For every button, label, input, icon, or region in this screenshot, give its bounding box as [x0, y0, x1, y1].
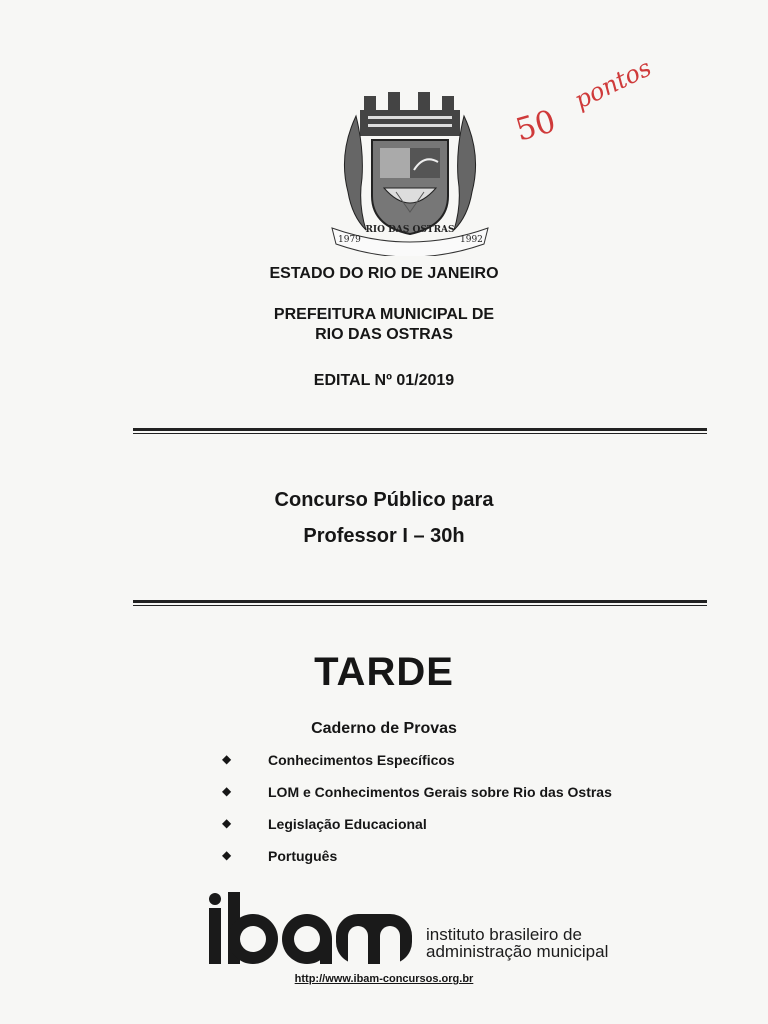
- coat-of-arms-emblem: [326, 92, 494, 256]
- exam-title-line2: Professor I – 30h: [303, 525, 465, 547]
- ibam-wordmark-graphic: [206, 892, 412, 964]
- state-name: ESTADO DO RIO DE JANEIRO: [269, 265, 499, 282]
- emblem-year-left: 1979: [338, 235, 361, 245]
- prefecture-line2: RIO DAS OSTRAS: [315, 326, 453, 343]
- tagline-line1: instituto brasileiro de: [426, 925, 582, 944]
- bullet-icon: ◆: [222, 816, 232, 830]
- handwritten-score: 50: [511, 103, 560, 149]
- emblem-year-right: 1992: [460, 235, 483, 245]
- divider-top: [133, 428, 707, 434]
- exam-title-line1: Concurso Público para: [274, 489, 494, 511]
- website-link[interactable]: http://www.ibam-concursos.org.br: [294, 973, 474, 985]
- ibam-logo: [206, 892, 636, 964]
- tagline-line2: administração municipal: [426, 942, 609, 961]
- prefecture-line1: PREFEITURA MUNICIPAL DE: [273, 306, 495, 323]
- exam-period: TARDE: [314, 650, 454, 694]
- handwritten-word: pontos: [569, 53, 656, 115]
- ibam-tagline: [426, 926, 608, 960]
- subject-label: LOM e Conhecimentos Gerais sobre Rio das Ostras: [268, 784, 612, 800]
- booklet-title: Caderno de Provas: [311, 720, 457, 737]
- subject-label: Português: [268, 848, 338, 864]
- subject-label: Conhecimentos Específicos: [268, 752, 455, 768]
- bullet-icon: ◆: [222, 784, 232, 798]
- emblem-motto: RIO DAS OSTRAS: [365, 225, 455, 235]
- subject-label: Legislação Educacional: [268, 816, 427, 832]
- divider-bottom: [133, 600, 707, 606]
- handwritten-note: [511, 53, 662, 154]
- bullet-icon: ◆: [222, 752, 232, 766]
- bullet-icon: ◆: [222, 848, 232, 862]
- edital-number: EDITAL Nº 01/2019: [313, 372, 455, 389]
